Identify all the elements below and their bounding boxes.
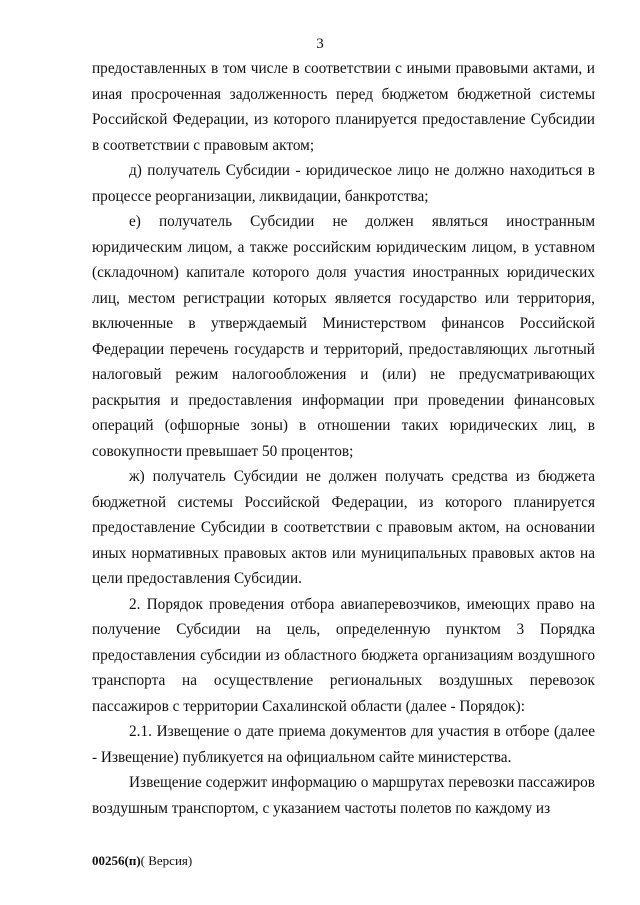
page-number: 3 bbox=[316, 36, 324, 52]
document-version: ( Версия) bbox=[140, 853, 193, 868]
paragraph-section-2: 2. Порядок проведения отбора авиаперевозчиков, имеющих право на получение Субсидии на цель, определенную пунктом 3 Порядка предоставления субсидии из областного бюджета организациям воздушного транспорта на осуществление региональных воздушных перевозок пассажиров с территории Сахалинской области (далее - Порядок): bbox=[92, 595, 595, 715]
document-body bbox=[92, 56, 595, 821]
paragraph-notice-content: Извещение содержит информацию о маршрутах перевозки пассажиров воздушным транспортом, с указанием частоты полетов по каждому из bbox=[92, 774, 595, 817]
document-footer bbox=[92, 853, 192, 869]
paragraph-item-zh: ж) получатель Субсидии не должен получать средства из бюджета бюджетной системы Российской Федерации, из которого планируется предоставление Субсидии в соответствии с правовым актом, на основании иных нормативных правовых актов или муниципальных правовых актов на цели предоставления Субсидии. bbox=[92, 468, 595, 587]
paragraph-section-2-1: 2.1. Извещение о дате приема документов для участия в отборе (далее - Извещение) публикуется на официальном сайте министерства. bbox=[92, 723, 595, 766]
paragraph-item-e: е) получатель Субсидии не должен являться иностранным юридическим лицом, а также российским юридическим лицом, в уставном (складочном) капитале которого доля участия иностранных юридических лиц, местом регистрации которых является государство или территория, включенные в утверждаемый Министерством финансов Российской Федерации перечень государств и территорий, предоставляющих льготный налоговый режим налогообложения и (или) не предусматривающих раскрытия и предоставления информации при проведении финансовых операций (офшорные зоны) в отношении таких юридических лиц, в совокупности превышает 50 процентов; bbox=[92, 213, 595, 460]
document-code: 00256(п) bbox=[92, 853, 141, 868]
paragraph-item-d: д) получатель Субсидии - юридическое лицо не должно находиться в процессе реорганизации, ликвидации, банкротства; bbox=[92, 162, 595, 205]
paragraph-continuation: предоставленных в том числе в соответствии с иными правовыми актами, и иная просроченная задолженность перед бюджетом бюджетной системы Российской Федерации, из которого планируется предоставление Субсидии в соответствии с правовым актом; bbox=[92, 60, 595, 154]
